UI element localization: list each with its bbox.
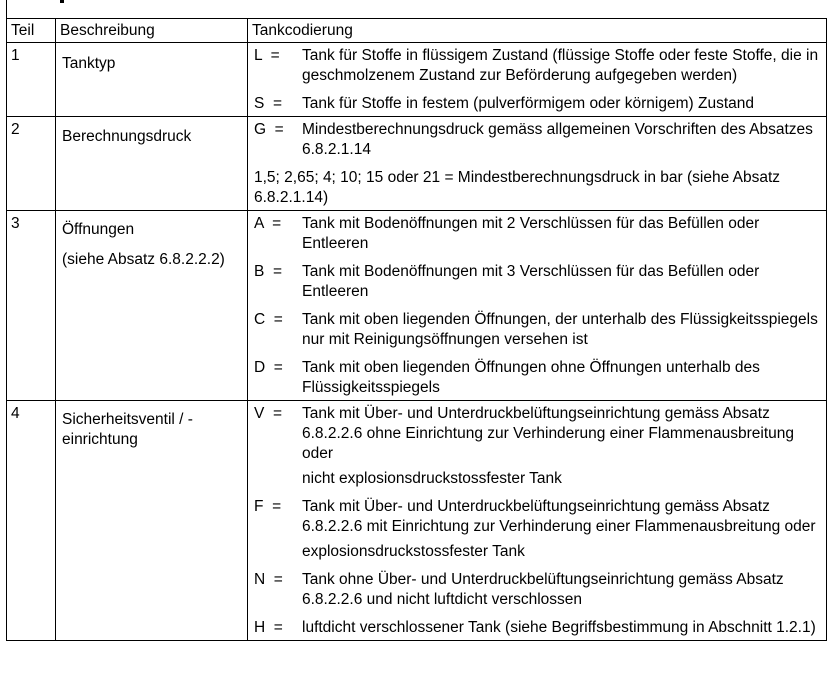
code-text: Tank mit oben liegenden Öffnungen, der unterhalb des Flüssigkeitsspiegels nur mit Reinigungsöffnungen versehen ist (302, 311, 818, 348)
code-text: Tank mit Über- und Unterdruckbelüftungseinrichtung gemäss Absatz 6.8.2.2.6 ohne Einrichtung zur Verhinderung einer Flammenausbreitung oder (302, 405, 795, 462)
code-text-group (302, 497, 824, 562)
code-text: Mindestberechnungsdruck gemäss allgemeinen Vorschriften des Absatzes 6.8.2.1.14 (302, 121, 813, 158)
code-entry (254, 94, 824, 114)
code-key: B = (254, 263, 283, 280)
header-beschreibung: Beschreibung (56, 19, 248, 43)
code-entry (254, 497, 824, 562)
table-row (7, 43, 827, 117)
code-continuation: explosionsdruckstossfester Tank (302, 543, 525, 560)
row-beschreibung: Sicherheitsventil / -einrichtung (62, 411, 193, 448)
code-text: Tank für Stoffe in flüssigem Zustand (flüssige Stoffe oder feste Stoffe, die in geschmolzenem Zustand zur Beförderung aufgegeben werden) (302, 47, 819, 84)
code-entry (254, 570, 824, 610)
row-teil: 3 (7, 211, 56, 401)
code-text: Tank mit Bodenöffnungen mit 2 Verschlüssen für das Befüllen oder Entleeren (302, 215, 760, 252)
code-key: S = (254, 95, 283, 112)
code-key: G = (254, 121, 284, 138)
header-teil: Teil (7, 19, 56, 43)
code-entry (254, 214, 824, 254)
code-text-group (302, 404, 824, 489)
code-key: D = (254, 359, 283, 376)
row-codes (248, 117, 827, 211)
row-beschreibung-cell (56, 211, 248, 401)
row-teil: 2 (7, 117, 56, 211)
code-key: H = (254, 619, 283, 636)
code-entry (254, 358, 824, 398)
row-codes (248, 211, 827, 401)
code-text: Tank mit oben liegenden Öffnungen ohne Öffnungen unterhalb des Flüssigkeitsspiegels (302, 359, 760, 396)
code-entry (254, 46, 824, 86)
code-text: Tank für Stoffe in festem (pulverförmigem oder körnigem) Zustand (302, 95, 754, 112)
code-continuation: nicht explosionsdruckstossfester Tank (302, 470, 562, 487)
row-beschreibung-cell (56, 117, 248, 211)
row-beschreibung-cell (56, 401, 248, 641)
table-row (7, 117, 827, 211)
text-fragment (60, 0, 64, 3)
code-entry (254, 310, 824, 350)
code-key: C = (254, 311, 283, 328)
row-beschreibung-sub: (siehe Absatz 6.8.2.2.2) (62, 251, 225, 268)
row-beschreibung: Tanktyp (62, 55, 116, 72)
code-entry (254, 262, 824, 302)
row-beschreibung: Berechnungsdruck (62, 128, 192, 145)
table-row (7, 401, 827, 641)
code-key: V = (254, 405, 283, 422)
code-entry (254, 618, 824, 638)
code-key: F = (254, 498, 282, 515)
code-text: Tank mit Über- und Unterdruckbelüftungseinrichtung gemäss Absatz 6.8.2.2.6 mit Einrichtung zur Verhinderung einer Flammenausbreitung oder (302, 498, 816, 535)
code-entry (254, 120, 824, 160)
row-codes (248, 401, 827, 641)
row-beschreibung-cell (56, 43, 248, 117)
row-teil: 1 (7, 43, 56, 117)
row-codes (248, 43, 827, 117)
code-key: N = (254, 571, 283, 588)
pressure-values-text: 1,5; 2,65; 4; 10; 15 oder 21 = Mindestberechnungsdruck in bar (siehe Absatz 6.8.2.1.14) (254, 169, 781, 206)
header-row (7, 19, 827, 43)
table-border-fragment (6, 0, 7, 18)
code-text: Tank mit Bodenöffnungen mit 3 Verschlüssen für das Befüllen oder Entleeren (302, 263, 760, 300)
code-text: Tank ohne Über- und Unterdruckbelüftungseinrichtung gemäss Absatz 6.8.2.2.6 und nicht luftdicht verschlossen (302, 571, 784, 608)
code-key: L = (254, 47, 280, 64)
code-entry (254, 404, 824, 489)
row-teil: 4 (7, 401, 56, 641)
row-beschreibung: Öffnungen (62, 221, 135, 238)
tank-code-table (6, 18, 827, 641)
previous-page-fragment (0, 0, 829, 18)
header-tankcodierung: Tankcodierung (248, 19, 827, 43)
table-row (7, 211, 827, 401)
code-key: A = (254, 215, 282, 232)
code-text: luftdicht verschlossener Tank (siehe Begriffsbestimmung in Abschnitt 1.2.1) (302, 619, 816, 636)
